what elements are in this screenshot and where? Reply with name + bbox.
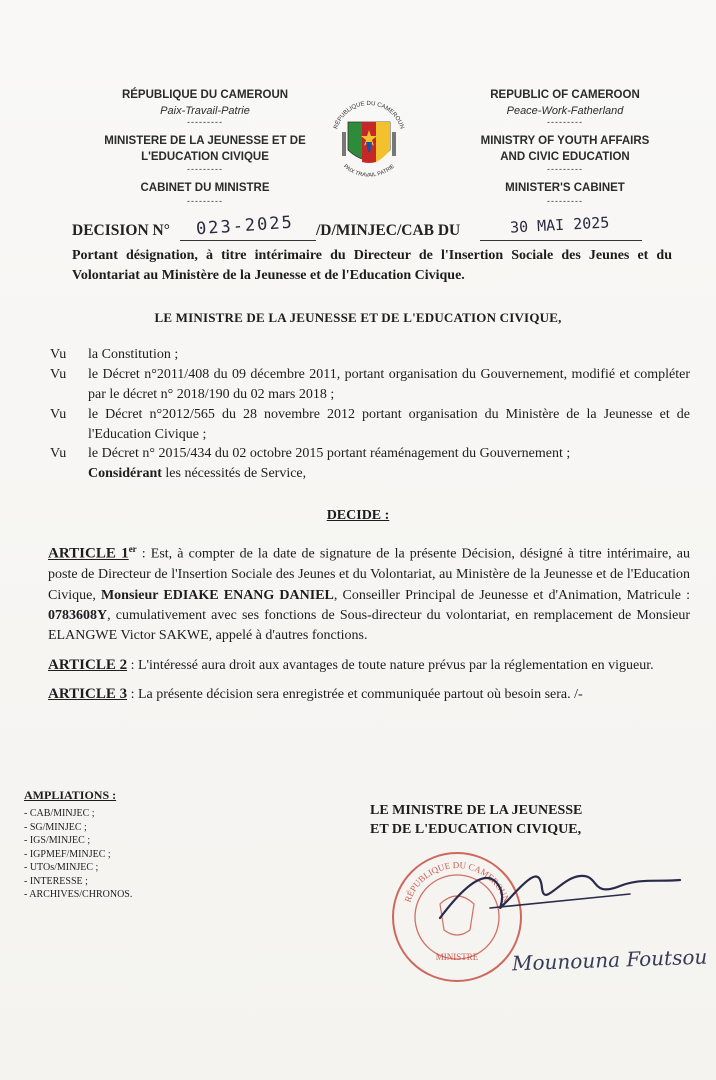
article-label: ARTICLE 1	[48, 545, 129, 562]
article-label-sup: er	[128, 544, 137, 554]
separator: ---------	[547, 195, 583, 206]
decide-heading: DECIDE :	[326, 508, 390, 523]
list-item: - IGS/MINJEC ;	[24, 835, 91, 846]
ampliations	[24, 788, 244, 902]
header-left	[80, 88, 330, 207]
visa-text: le Décret n° 2015/434 du 02 octobre 2015 portant réaménagement du Gouvernement ;	[88, 446, 571, 462]
signatory-handwritten-name: Mounouna Foutsou	[511, 944, 708, 976]
decision-number-line	[72, 212, 672, 240]
number-blank	[180, 240, 316, 241]
header-left-ministry-line1: MINISTERE DE LA JEUNESSE ET DE	[104, 135, 306, 148]
visa-text: le Décret n°2012/565 du 28 novembre 2012 portant organisation du Ministère de la Jeunesse et de l'Education Civique ;	[88, 406, 690, 442]
header-left-country: RÉPUBLIQUE DU CAMEROUN	[121, 89, 289, 101]
separator: ---------	[187, 117, 223, 128]
minister-heading: LE MINISTRE DE LA JEUNESSE ET DE L'EDUCATION CIVIQUE,	[154, 310, 562, 325]
separator: ---------	[187, 195, 223, 206]
list-item	[50, 345, 690, 365]
date-blank	[480, 240, 642, 241]
list-item	[50, 405, 690, 445]
list-item: - SG/MINJEC ;	[24, 821, 87, 833]
article-text: Monsieur EDIAKE ENANG DANIEL	[100, 587, 334, 603]
decision-date-handwritten: 30 MAI 2025	[509, 213, 610, 237]
visa-text: la Constitution ;	[88, 347, 179, 362]
ampliations-title: AMPLIATIONS :	[24, 788, 117, 802]
header-right-country: REPUBLIC OF CAMEROON	[490, 89, 640, 101]
article-text: , cumulativement avec ses fonctions de Sous-directeur du volontariat, en remplacement de Monsieur ELANGWE Victor SAKWE, appelé à d'autres fonctions.	[48, 608, 690, 644]
handwritten-signature-icon	[430, 858, 690, 928]
article-3	[48, 684, 690, 706]
article-text: 0783608Y	[48, 608, 108, 623]
vu-prefix: Vu	[50, 366, 67, 382]
header-left-cabinet: CABINET DU MINISTRE	[140, 182, 270, 195]
list-item: - UTOs/MINJEC ;	[24, 862, 99, 873]
header-right-ministry-line1: MINISTRY OF YOUTH AFFAIRS	[480, 135, 650, 148]
visa-text: le Décret n°2011/408 du 09 décembre 2011, portant organisation du Gouvernement, modifié et compléter par le décret n° 2018/190 du 02 mars 2018 ;	[88, 366, 690, 402]
list-item	[50, 444, 690, 464]
cameroon-coat-of-arms-icon	[326, 92, 412, 188]
articles-section	[48, 543, 690, 714]
vu-prefix: Vu	[50, 347, 67, 362]
article-2	[48, 655, 690, 677]
signatory-line1: LE MINISTRE DE LA JEUNESSE	[370, 803, 583, 818]
stamp-outer-text: RÉPUBLIQUE DU CAMEROUN	[402, 859, 512, 904]
stamp-inner-text: MINISTRE	[435, 952, 479, 962]
decision-prefix: DECISION N°	[72, 222, 170, 239]
decision-reference: /D/MINJEC/CAB DU	[316, 222, 461, 239]
article-text: , Conseiller Principal de Jeunesse et d'Animation, Matricule :	[333, 587, 690, 603]
header-left-motto: Paix-Travail-Patrie	[160, 104, 250, 117]
considerant-bold: Considérant	[88, 466, 162, 482]
visas-list	[50, 345, 690, 484]
considerant	[50, 464, 690, 484]
list-item: - INTERESSE ;	[24, 875, 88, 887]
separator: ---------	[187, 164, 223, 175]
svg-text:PAIX TRAVAIL PATRIE	[342, 163, 396, 178]
signatory-line2: ET DE L'EDUCATION CIVIQUE,	[370, 821, 582, 837]
vu-prefix: Vu	[50, 446, 67, 462]
article-label: ARTICLE 3	[48, 686, 128, 703]
decision-number-handwritten: 023-2025	[195, 212, 295, 240]
emblem-top-text: RÉPUBLIQUE DU CAMEROUN	[333, 100, 405, 130]
separator: ---------	[547, 164, 583, 175]
article-text: : La présente décision sera enregistrée et communiquée partout où besoin sera. /-	[127, 687, 583, 703]
list-item	[50, 365, 690, 405]
list-item: - CAB/MINJEC ;	[24, 808, 95, 819]
signatory-block	[370, 802, 670, 840]
header-right-ministry-line2: AND CIVIC EDUCATION	[500, 150, 630, 163]
header-right	[440, 88, 690, 207]
considerant-text: les nécessités de Service,	[161, 466, 307, 482]
header-right-cabinet: MINISTER'S CABINET	[505, 182, 625, 195]
header-right-motto: Peace-Work-Fatherland	[506, 104, 624, 117]
article-1	[48, 543, 690, 647]
article-text: : L'intéressé aura droit aux avantages de toute nature prévus par la réglementation en vigueur.	[127, 657, 654, 673]
list-item: - IGPMEF/MINJEC ;	[24, 848, 111, 860]
separator: ---------	[547, 117, 583, 128]
list-item: - ARCHIVES/CHRONOS.	[24, 889, 133, 900]
article-text: : Est, à compter de la date de signature de la présente Décision, désigné à titre intérimaire, au poste de Directeur de l'Insertion Sociale des Jeunes et du Volontariat, au Ministère de la Jeunesse et de l'Education Civique,	[48, 546, 691, 603]
article-label: ARTICLE 2	[48, 656, 128, 673]
vu-prefix: Vu	[50, 406, 67, 422]
emblem-bottom-text: PAIX TRAVAIL PATRIE	[342, 163, 396, 179]
decision-title: Portant désignation, à titre intérimaire du Directeur de l'Insertion Sociale des Jeunes et du Volontariat au Ministère de la Jeunesse et de l'Education Civique.	[72, 248, 672, 283]
header-left-ministry-line2: L'EDUCATION CIVIQUE	[141, 150, 269, 163]
